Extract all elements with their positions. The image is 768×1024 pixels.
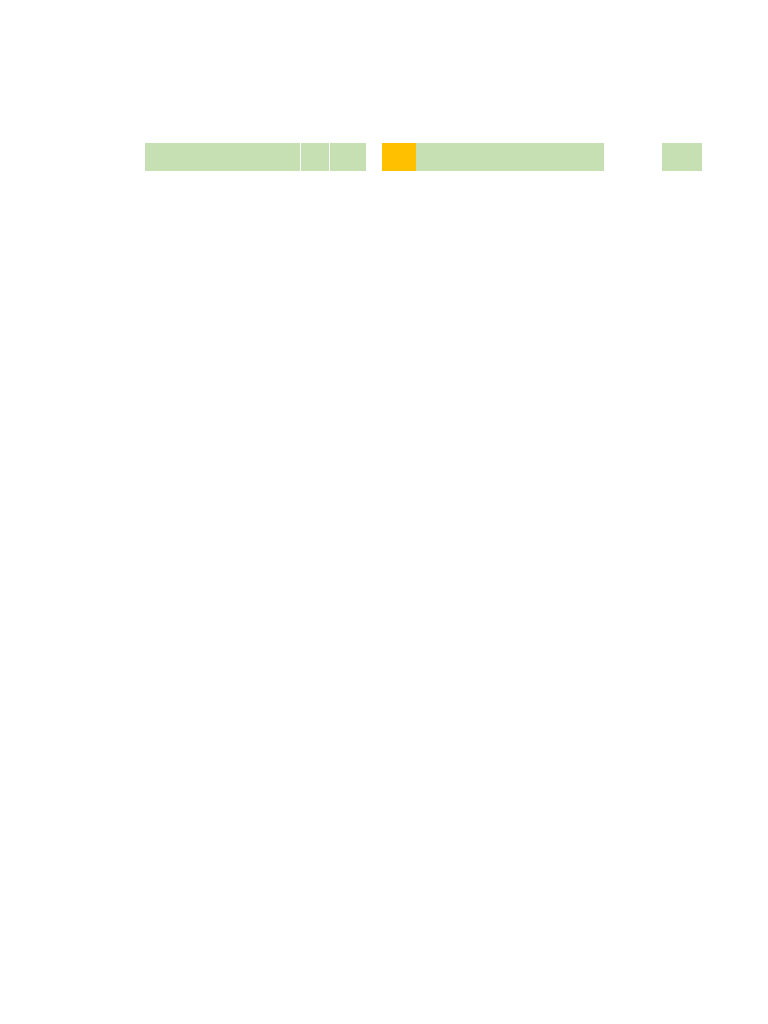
ganado-header [556,143,604,171]
inventario-header [504,143,556,171]
title-cell [145,143,300,171]
total-header [416,143,460,171]
precios-header [382,143,416,171]
inventory-header [145,143,675,171]
sobra-header [460,143,504,171]
unidades-header [301,143,329,171]
vendidos-header [330,143,366,171]
extra-green-cell [662,143,702,171]
